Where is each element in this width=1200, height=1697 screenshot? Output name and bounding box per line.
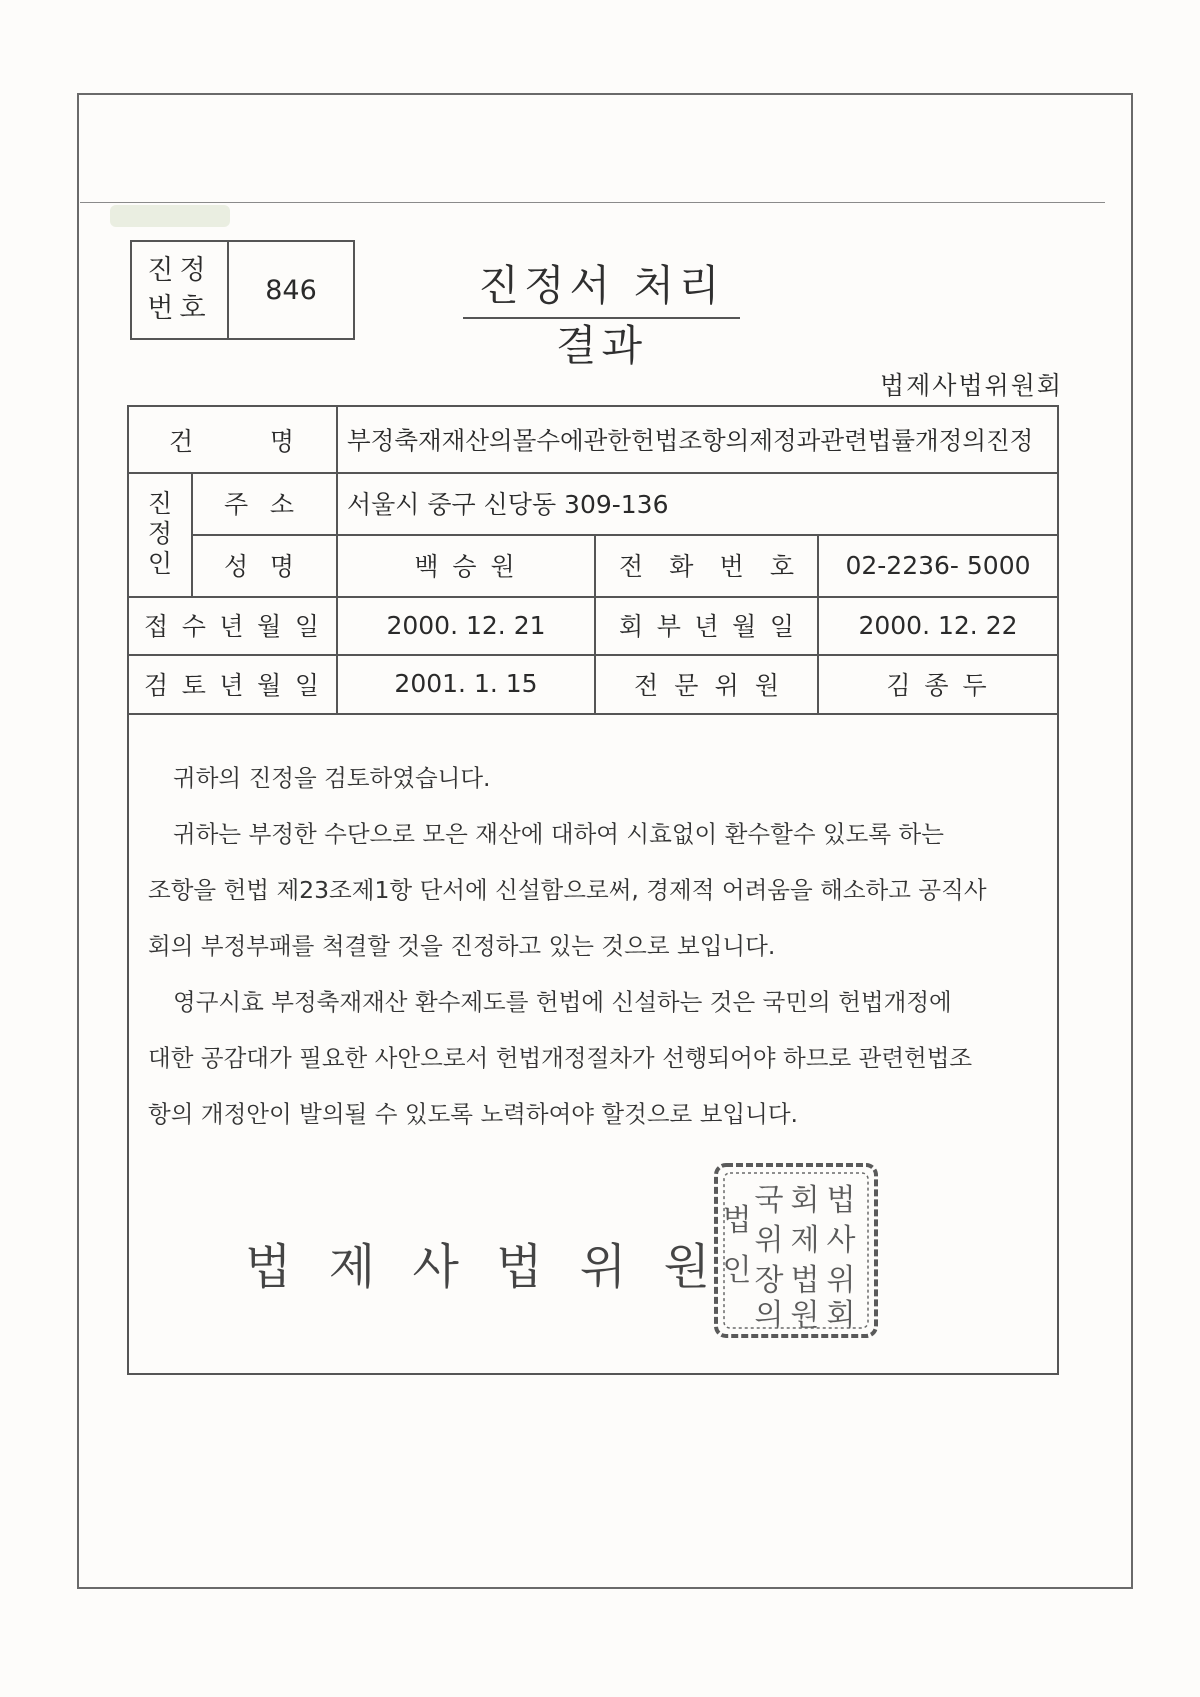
address-value: 서울시 중구 신당동 309-136 xyxy=(347,490,669,519)
header-rule xyxy=(80,202,1105,203)
petition-number-label-line2: 번호 xyxy=(147,293,212,324)
body-paragraph-3-line-1: 영구시효 부정축재재산 환수제도를 헌법에 신설하는 것은 국민의 헌법개정에 xyxy=(173,988,952,1016)
paper-stain xyxy=(110,205,230,227)
name-value: 백 승 원 xyxy=(414,552,518,581)
signature-char: 원 xyxy=(663,1239,710,1295)
phone-label: 전 화 번 호 xyxy=(619,552,794,581)
petitioner-label: 진 정 인 xyxy=(147,489,173,578)
received-date-value: 2000. 12. 21 xyxy=(386,610,546,640)
received-date-label: 접 수 년 월 일 xyxy=(144,612,319,641)
committee-header: 법제사법위원회 xyxy=(880,371,1064,400)
title-underline xyxy=(463,317,740,319)
official-seal-icon xyxy=(713,1162,879,1339)
body-paragraph-2-line-2: 조항을 헌법 제23조제1항 단서에 신설함으로써, 경제적 어려움을 해소하고 공직사 xyxy=(148,876,987,904)
svg-text:장: 장 xyxy=(754,1263,784,1298)
svg-text:사: 사 xyxy=(826,1223,856,1258)
signature-char: 사 xyxy=(412,1239,459,1295)
address-label: 주 소 xyxy=(224,490,294,519)
svg-text:위: 위 xyxy=(754,1223,784,1258)
petition-number-value: 846 xyxy=(265,274,317,306)
svg-text:인: 인 xyxy=(722,1253,752,1288)
svg-text:회: 회 xyxy=(790,1183,820,1218)
svg-text:원: 원 xyxy=(790,1298,820,1333)
svg-text:회: 회 xyxy=(826,1298,856,1333)
phone-value: 02-2236- 5000 xyxy=(845,550,1031,580)
svg-text:위: 위 xyxy=(826,1263,856,1298)
svg-text:법: 법 xyxy=(722,1203,752,1238)
review-date-label: 검 토 년 월 일 xyxy=(144,670,319,700)
row-divider xyxy=(129,713,1057,715)
svg-text:국: 국 xyxy=(754,1183,784,1218)
referral-date-label: 회 부 년 월 일 xyxy=(619,612,794,641)
col-divider xyxy=(594,534,596,713)
expert-value: 김 종 두 xyxy=(886,670,990,700)
body-paragraph-3-line-2: 대한 공감대가 필요한 사안으로서 헌법개정절차가 선행되어야 하므로 관련헌법조 xyxy=(148,1044,973,1072)
expert-label: 전 문 위 원 xyxy=(634,670,779,700)
body-paragraph-2-line-1: 귀하는 부정한 수단으로 모은 재산에 대하여 시효없이 환수할수 있도록 하는 xyxy=(173,820,944,848)
petition-number-label-line1: 진정 xyxy=(147,255,212,286)
petition-number-box xyxy=(130,240,355,340)
signature-char: 법 xyxy=(245,1239,292,1295)
committee-signature xyxy=(245,1228,710,1297)
svg-text:의: 의 xyxy=(754,1298,784,1333)
review-body xyxy=(148,750,1048,1142)
review-date-value: 2001. 1. 15 xyxy=(394,669,538,698)
col-divider xyxy=(191,472,193,596)
referral-date-value: 2000. 12. 22 xyxy=(858,610,1018,640)
svg-text:법: 법 xyxy=(790,1263,820,1298)
body-paragraph-1: 귀하의 진정을 검토하였습니다. xyxy=(173,764,491,792)
svg-text:법: 법 xyxy=(826,1183,856,1218)
signature-char: 위 xyxy=(579,1239,627,1295)
signature-char: 제 xyxy=(328,1239,376,1295)
body-paragraph-3-line-3: 항의 개정안이 발의될 수 있도록 노력하여야 할것으로 보입니다. xyxy=(148,1100,798,1128)
subject-label: 건 명 xyxy=(169,426,294,456)
subject-value: 부정축재재산의몰수에관한헌법조항의제정과관련법률개정의진정 xyxy=(347,426,1034,455)
petition-number-label xyxy=(132,242,229,338)
name-label: 성 명 xyxy=(224,552,294,581)
body-paragraph-2-line-3: 회의 부정부패를 척결할 것을 진정하고 있는 것으로 보입니다. xyxy=(148,932,776,960)
document-title: 진정서 처리결과 xyxy=(478,261,725,370)
signature-char: 법 xyxy=(496,1239,543,1295)
svg-text:제: 제 xyxy=(790,1223,820,1258)
